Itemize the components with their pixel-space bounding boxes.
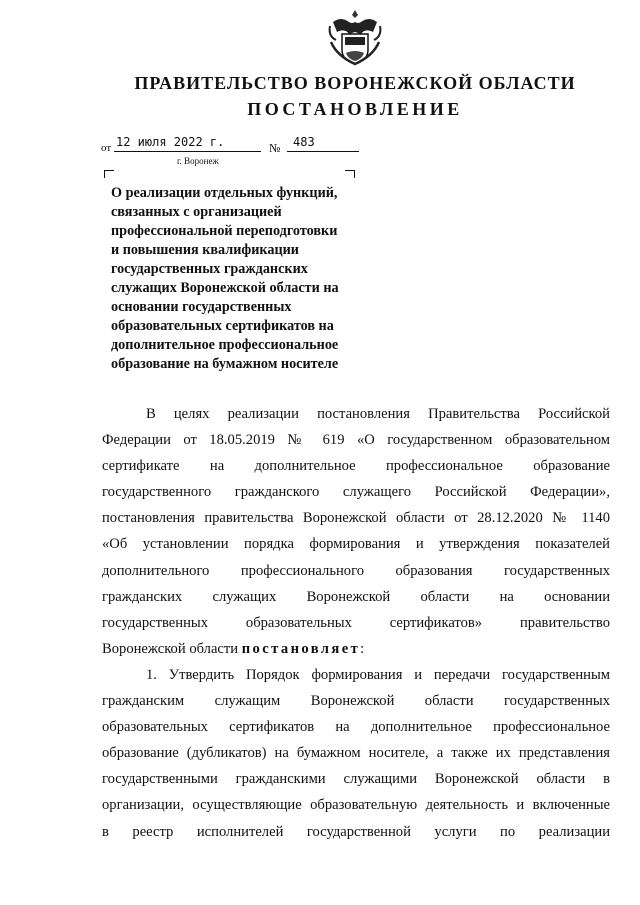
- preamble-line: В целях реализации постановления Правительства Российской: [146, 406, 610, 422]
- item-line: в реестр исполнителей государственной услуги по реализации: [102, 823, 610, 840]
- subject-line: государственных гражданских: [111, 261, 308, 277]
- preamble-line: Федерации от 18.05.2019 № 619 «О государственном образовательном: [102, 432, 610, 449]
- preamble-line: государственного гражданского служащего Российской Федерации»,: [102, 484, 610, 501]
- preamble-line: «Об установлении порядка формирования и утверждения показателей: [102, 536, 610, 553]
- subject-line: образовательных сертификатов на: [111, 318, 334, 334]
- preamble-line: постановления правительства Воронежской области от 28.12.2020 № 1140: [102, 510, 610, 527]
- preamble-line: сертификате на дополнительное профессиональное образование: [102, 458, 610, 475]
- document-body: [102, 401, 610, 845]
- date-prefix: от: [101, 142, 112, 154]
- date-number-row: [101, 136, 361, 158]
- subject-line: О реализации отдельных функций,: [111, 185, 338, 201]
- city-label: г. Воронеж: [177, 156, 219, 166]
- item-line: образовательных сертификатов на дополнительное профессиональное: [102, 719, 610, 736]
- subject-line: профессиональной переподготовки: [111, 223, 338, 239]
- preamble-line: гражданских служащих Воронежской области на основании: [102, 588, 610, 605]
- subject-line: образование на бумажном носителе: [111, 356, 339, 372]
- organization-title: ПРАВИТЕЛЬСТВО ВОРОНЕЖСКОЙ ОБЛАСТИ: [134, 73, 576, 93]
- document-number: 483: [287, 135, 359, 152]
- document-subject: [111, 184, 371, 374]
- number-label: №: [269, 141, 281, 155]
- preamble-line: дополнительного профессионального образования государственных: [102, 562, 610, 579]
- resolution-keyword: постановляет: [241, 640, 361, 657]
- document-date: 12 июля 2022 г.: [114, 135, 261, 152]
- item-line: гражданским служащим Воронежской области государственных: [102, 693, 610, 710]
- resolution-colon: :: [360, 640, 365, 657]
- subject-line: и повышения квалификации: [111, 242, 299, 258]
- subject-bracket-left: [104, 170, 114, 178]
- subject-line: основании государственных: [111, 299, 292, 315]
- subject-line: связанных с организацией: [111, 204, 282, 220]
- subject-bracket-right: [345, 170, 355, 178]
- coat-of-arms-emblem: [327, 8, 383, 68]
- item-line: 1. Утвердить Порядок формирования и передачи государственным: [146, 666, 610, 683]
- item-line: государственными гражданскими служащими Воронежской области в: [102, 771, 610, 788]
- subject-line: дополнительное профессиональное: [111, 337, 339, 353]
- item-line: организации, осуществляющие образовательную деятельность и включенные: [102, 797, 610, 814]
- item-line: образование (дубликатов) на бумажном носителе, а также их представления: [102, 745, 610, 762]
- subject-line: служащих Воронежской области на: [111, 280, 339, 296]
- document-type-title: ПОСТАНОВЛЕНИЕ: [247, 99, 463, 119]
- preamble-final-text: Воронежской области: [102, 640, 242, 657]
- preamble-line: государственных образовательных сертификатов» правительство: [102, 614, 610, 631]
- preamble-final-line: [102, 636, 610, 662]
